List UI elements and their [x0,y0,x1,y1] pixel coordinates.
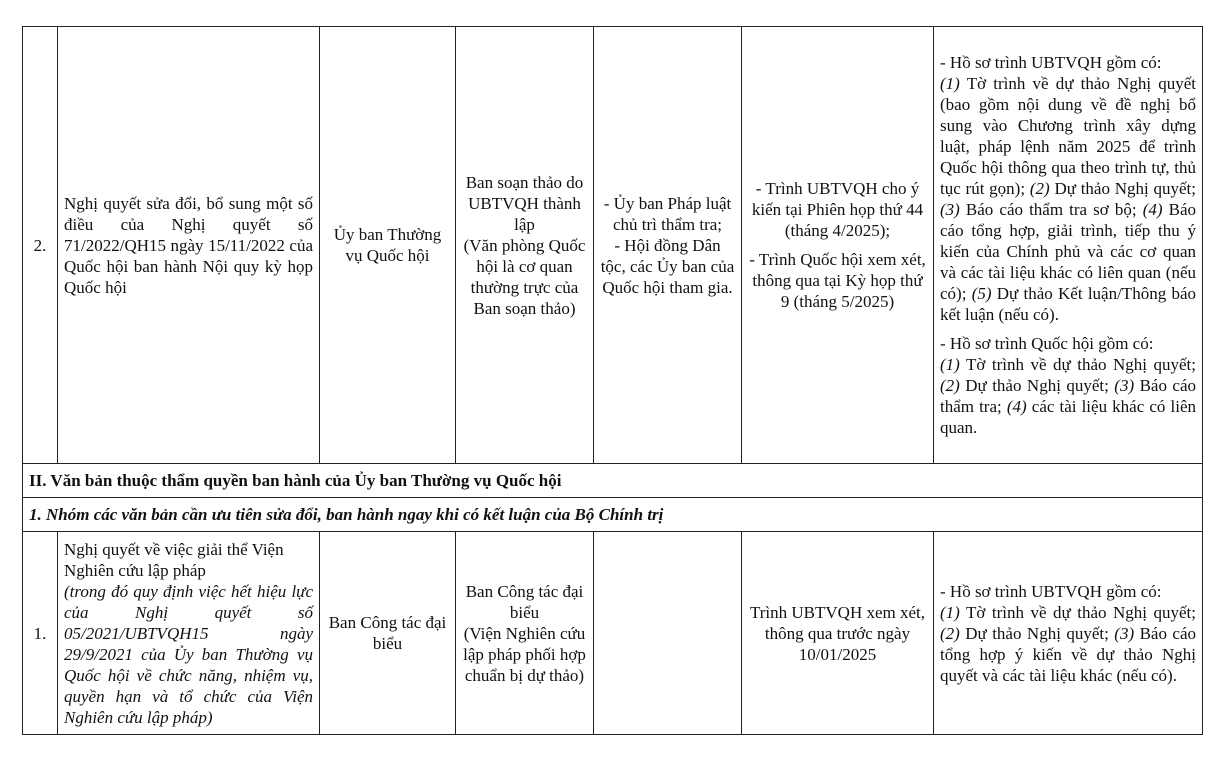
drafting-body [456,27,594,464]
drafting-body-name: Ban soạn thảo do UBTVQH thành lập [465,172,584,234]
group-heading-row [23,498,1203,532]
drafting-body [456,532,594,735]
review-lead: - Ủy ban Pháp luật chủ trì thẩm tra; [603,193,732,234]
dossier [934,532,1203,735]
timeline-ubtvqh: - Trình UBTVQH cho ý kiến tại Phiên họp thứ 44 (tháng 4/2025); [751,179,924,240]
section-heading: II. Văn bản thuộc thẩm quyền ban hành của Ủy ban Thường vụ Quốc hội [23,464,1203,498]
dossier-quoc-hoi: - Hồ sơ trình Quốc hội gồm có: (1) Tờ trình về dự thảo Nghị quyết; (2) Dự thảo Nghị quyết; (3) Báo cáo thẩm tra; (4) các tài liệu khác có liên quan. [940,334,1196,437]
review-agency [594,532,742,735]
row-number: 2. [23,27,58,464]
review-participants: - Hội đồng Dân tộc, các Ủy ban của Quốc hội tham gia. [600,235,735,297]
document-title: Nghị quyết sửa đổi, bổ sung một số điều của Nghị quyết số 71/2022/QH15 ngày 15/11/2022 của Quốc hội ban hành Nội quy kỳ họp Quốc hội [64,193,313,297]
submission-timeline [742,27,934,464]
dossier-ubtvqh: - Hồ sơ trình UBTVQH gồm có: (1) Tờ trình về dự thảo Nghị quyết; (2) Dự thảo Nghị quyết; (3) Báo cáo tổng hợp ý kiến về dự thảo Nghị quyết và các tài liệu khác (nếu có). [940,581,1196,685]
drafting-body-note: (Văn phòng Quốc hội là cơ quan thường trực của Ban soạn thảo) [463,235,586,318]
submission-timeline: Trình UBTVQH xem xét, thông qua trước ngày 10/01/2025 [742,532,934,735]
document-note: (trong đó quy định việc hết hiệu lực của Nghị quyết số 05/2021/UBTVQH15 ngày 29/9/2021 của Ủy ban Thường vụ Quốc hội về chức năng, nhiệm vụ, quyền hạn và tổ chức của Viện Nghiên cứu lập pháp) [64,581,313,727]
drafting-body-name: Ban Công tác đại biểu [465,581,584,622]
section-heading-row [23,464,1203,498]
presiding-agency: Ủy ban Thường vụ Quốc hội [320,27,456,464]
dossier-ubtvqh: - Hồ sơ trình UBTVQH gồm có: (1) Tờ trình về dự thảo Nghị quyết (bao gồm nội dung về đề nghị bổ sung vào Chương trình xây dựng luật, pháp lệnh năm 2025 để trình Quốc hội thông qua theo trình tự, thủ tục rút gọn); (2) Dự thảo Nghị quyết; (3) Báo cáo thẩm tra sơ bộ; (4) Báo cáo tổng hợp, giải trình, tiếp thu ý kiến của Chính phủ và các cơ quan và các tài liệu khác có liên quan (nếu có); (5) Dự thảo Kết luận/Thông báo kết luận (nếu có). [940,53,1196,324]
legislative-program-table [22,26,1203,735]
review-agency [594,27,742,464]
table-row [23,27,1203,464]
document-name [58,27,320,464]
document-name [58,532,320,735]
table-row [23,532,1203,735]
document-title: Nghị quyết về việc giải thể Viện Nghiên cứu lập pháp [64,539,284,580]
row-number: 1. [23,532,58,735]
dossier [934,27,1203,464]
timeline-quoc-hoi: - Trình Quốc hội xem xét, thông qua tại Kỳ họp thứ 9 (tháng 5/2025) [749,250,926,311]
presiding-agency: Ban Công tác đại biểu [320,532,456,735]
drafting-body-note: (Viện Nghiên cứu lập pháp phối hợp chuẩn bị dự thảo) [463,623,586,685]
group-heading: 1. Nhóm các văn bản cần ưu tiên sửa đổi, ban hành ngay khi có kết luận của Bộ Chính trị [23,498,1203,532]
